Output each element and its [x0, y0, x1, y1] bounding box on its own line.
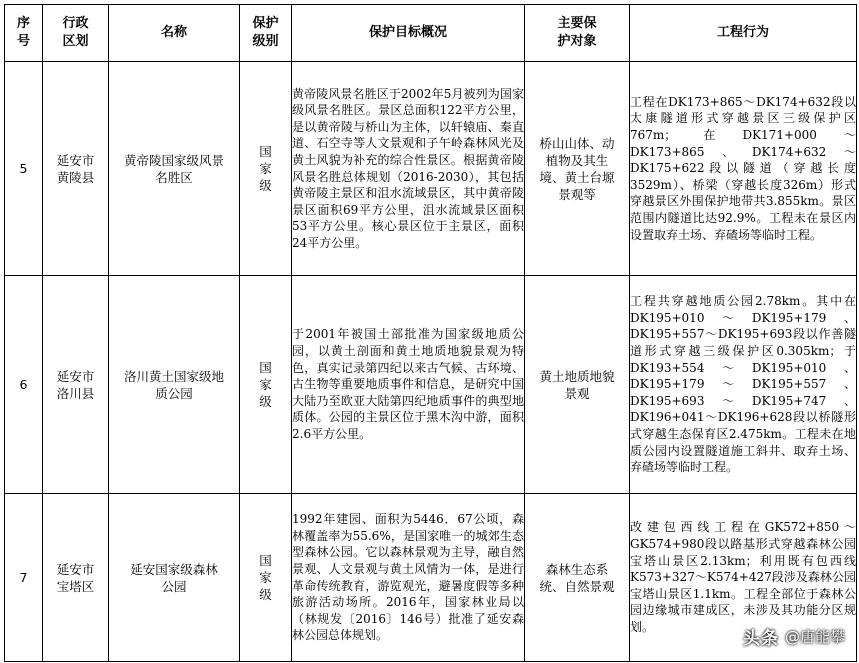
protected-areas-table [4, 4, 857, 662]
cell-overview: 于2001年被国土部批准为国家级地质公园，以黄土剖面和黄土地质地貌景观为特色，真实记录第四纪以来古气候、古环境、古生物等重要地质事件和信息，是研究中国大陆乃至欧亚大陆第四纪地质事件的典型地质体。公园的主景区位于黑木沟中游，面积2.6平方公里。 [292, 276, 525, 494]
header-region: 行政 区划 [43, 5, 109, 62]
cell-objects: 黄土地质地貌 景观 [525, 276, 630, 494]
watermark [743, 624, 845, 649]
cell-seq: 7 [5, 494, 43, 662]
watermark-logo: 头条 [742, 629, 779, 649]
cell-name: 黄帝陵国家级风景 名胜区 [109, 62, 240, 276]
cell-region: 延安市 宝塔区 [43, 494, 109, 662]
table-row [5, 276, 857, 494]
cell-region: 延安市 黄陵县 [43, 62, 109, 276]
cell-name: 延安国家级森林 公园 [109, 494, 240, 662]
cell-works: 改建包西线工程在GK572+850～GK574+980段以路基形式穿越森林公园宝塔山景区2.13km；利用既有包西线K573+327～K574+427段涉及森林公园宝塔山景区1.1km。工程全部位于森林公园边缘城市建成区，未涉及其功能分区规划。 [630, 494, 857, 662]
header-works: 工程行为 [630, 5, 857, 62]
cell-objects: 森林生态系 统、自然景观 [525, 494, 630, 662]
cell-level: 国 家 级 [240, 276, 292, 494]
table-row [5, 494, 857, 662]
header-seq: 序 号 [5, 5, 43, 62]
table-row [5, 62, 857, 276]
cell-overview: 黄帝陵风景名胜区于2002年5月被列为国家级风景名胜区。景区总面积122平方公里，是以黄帝陵与桥山为主体，以轩辕庙、秦直道、石空寺等人文景观和子午岭森林风光及黄土风貌为补充的综合性景区。根据黄帝陵风景名胜总体规划（2016-2030），其包括黄帝陵主景区和沮水流域景区，其中黄帝陵景区面积69平方公里，沮水流域景区面积53平方公里。核心景区位于主景区，面积24平方公里。 [292, 62, 525, 276]
header-name: 名称 [109, 5, 240, 62]
header-level: 保护 级别 [240, 5, 292, 62]
cell-works: 工程共穿越地质公园2.78km。其中在DK195+010～DK195+179、DK195+557～DK195+693段以作善隧道形式穿越三级保护区0.305km；于DK193+554～DK195+010、DK195+179～DK195+557、DK195+693～DK195+747、DK196+041～DK196+628段以桥隧形式穿越生态保育区2.475km。工程未在地质公园内设置隧道施工斜井、取弃土场、弃碴场等临时工程。 [630, 276, 857, 494]
cell-seq: 5 [5, 62, 43, 276]
cell-level: 国 家 级 [240, 494, 292, 662]
cell-name: 洛川黄土国家级地 质公园 [109, 276, 240, 494]
cell-works: 工程在DK173+865～DK174+632段以太康隧道形式穿越景区三级保护区767m；在DK171+000～DK173+865、DK174+632～DK175+622段以隧道（穿越长度3529m）、桥梁（穿越长度326m）形式穿越景区外围保护地带共3.855km。景区范围内隧道比达92.9%。工程未在景区内设置取弃土场、弃碴场等临时工程。 [630, 62, 857, 276]
cell-overview: 1992年建园、面积为5446．67公顷，森林覆盖率为55.6%，是国家唯一的城郊生态型森林公园。它以森林景观为主导，融自然景观、人文景观与黄土风情为一体，是进行革命传统教育，游览观光，避暑度假等多种旅游活动场所。2016年，国家林业局以（林规发〔2016〕146号）批准了延安森林公园总体规划。 [292, 494, 525, 662]
header-row [5, 5, 857, 62]
cell-objects: 桥山山体、动 植物及其生 境、黄土台塬 景观等 [525, 62, 630, 276]
header-overview: 保护目标概况 [292, 5, 525, 62]
cell-region: 延安市 洛川县 [43, 276, 109, 494]
cell-seq: 6 [5, 276, 43, 494]
header-objects: 主要保 护对象 [525, 5, 630, 62]
cell-level: 国 家 级 [240, 62, 292, 276]
watermark-text: @唐能攀 [784, 628, 845, 646]
